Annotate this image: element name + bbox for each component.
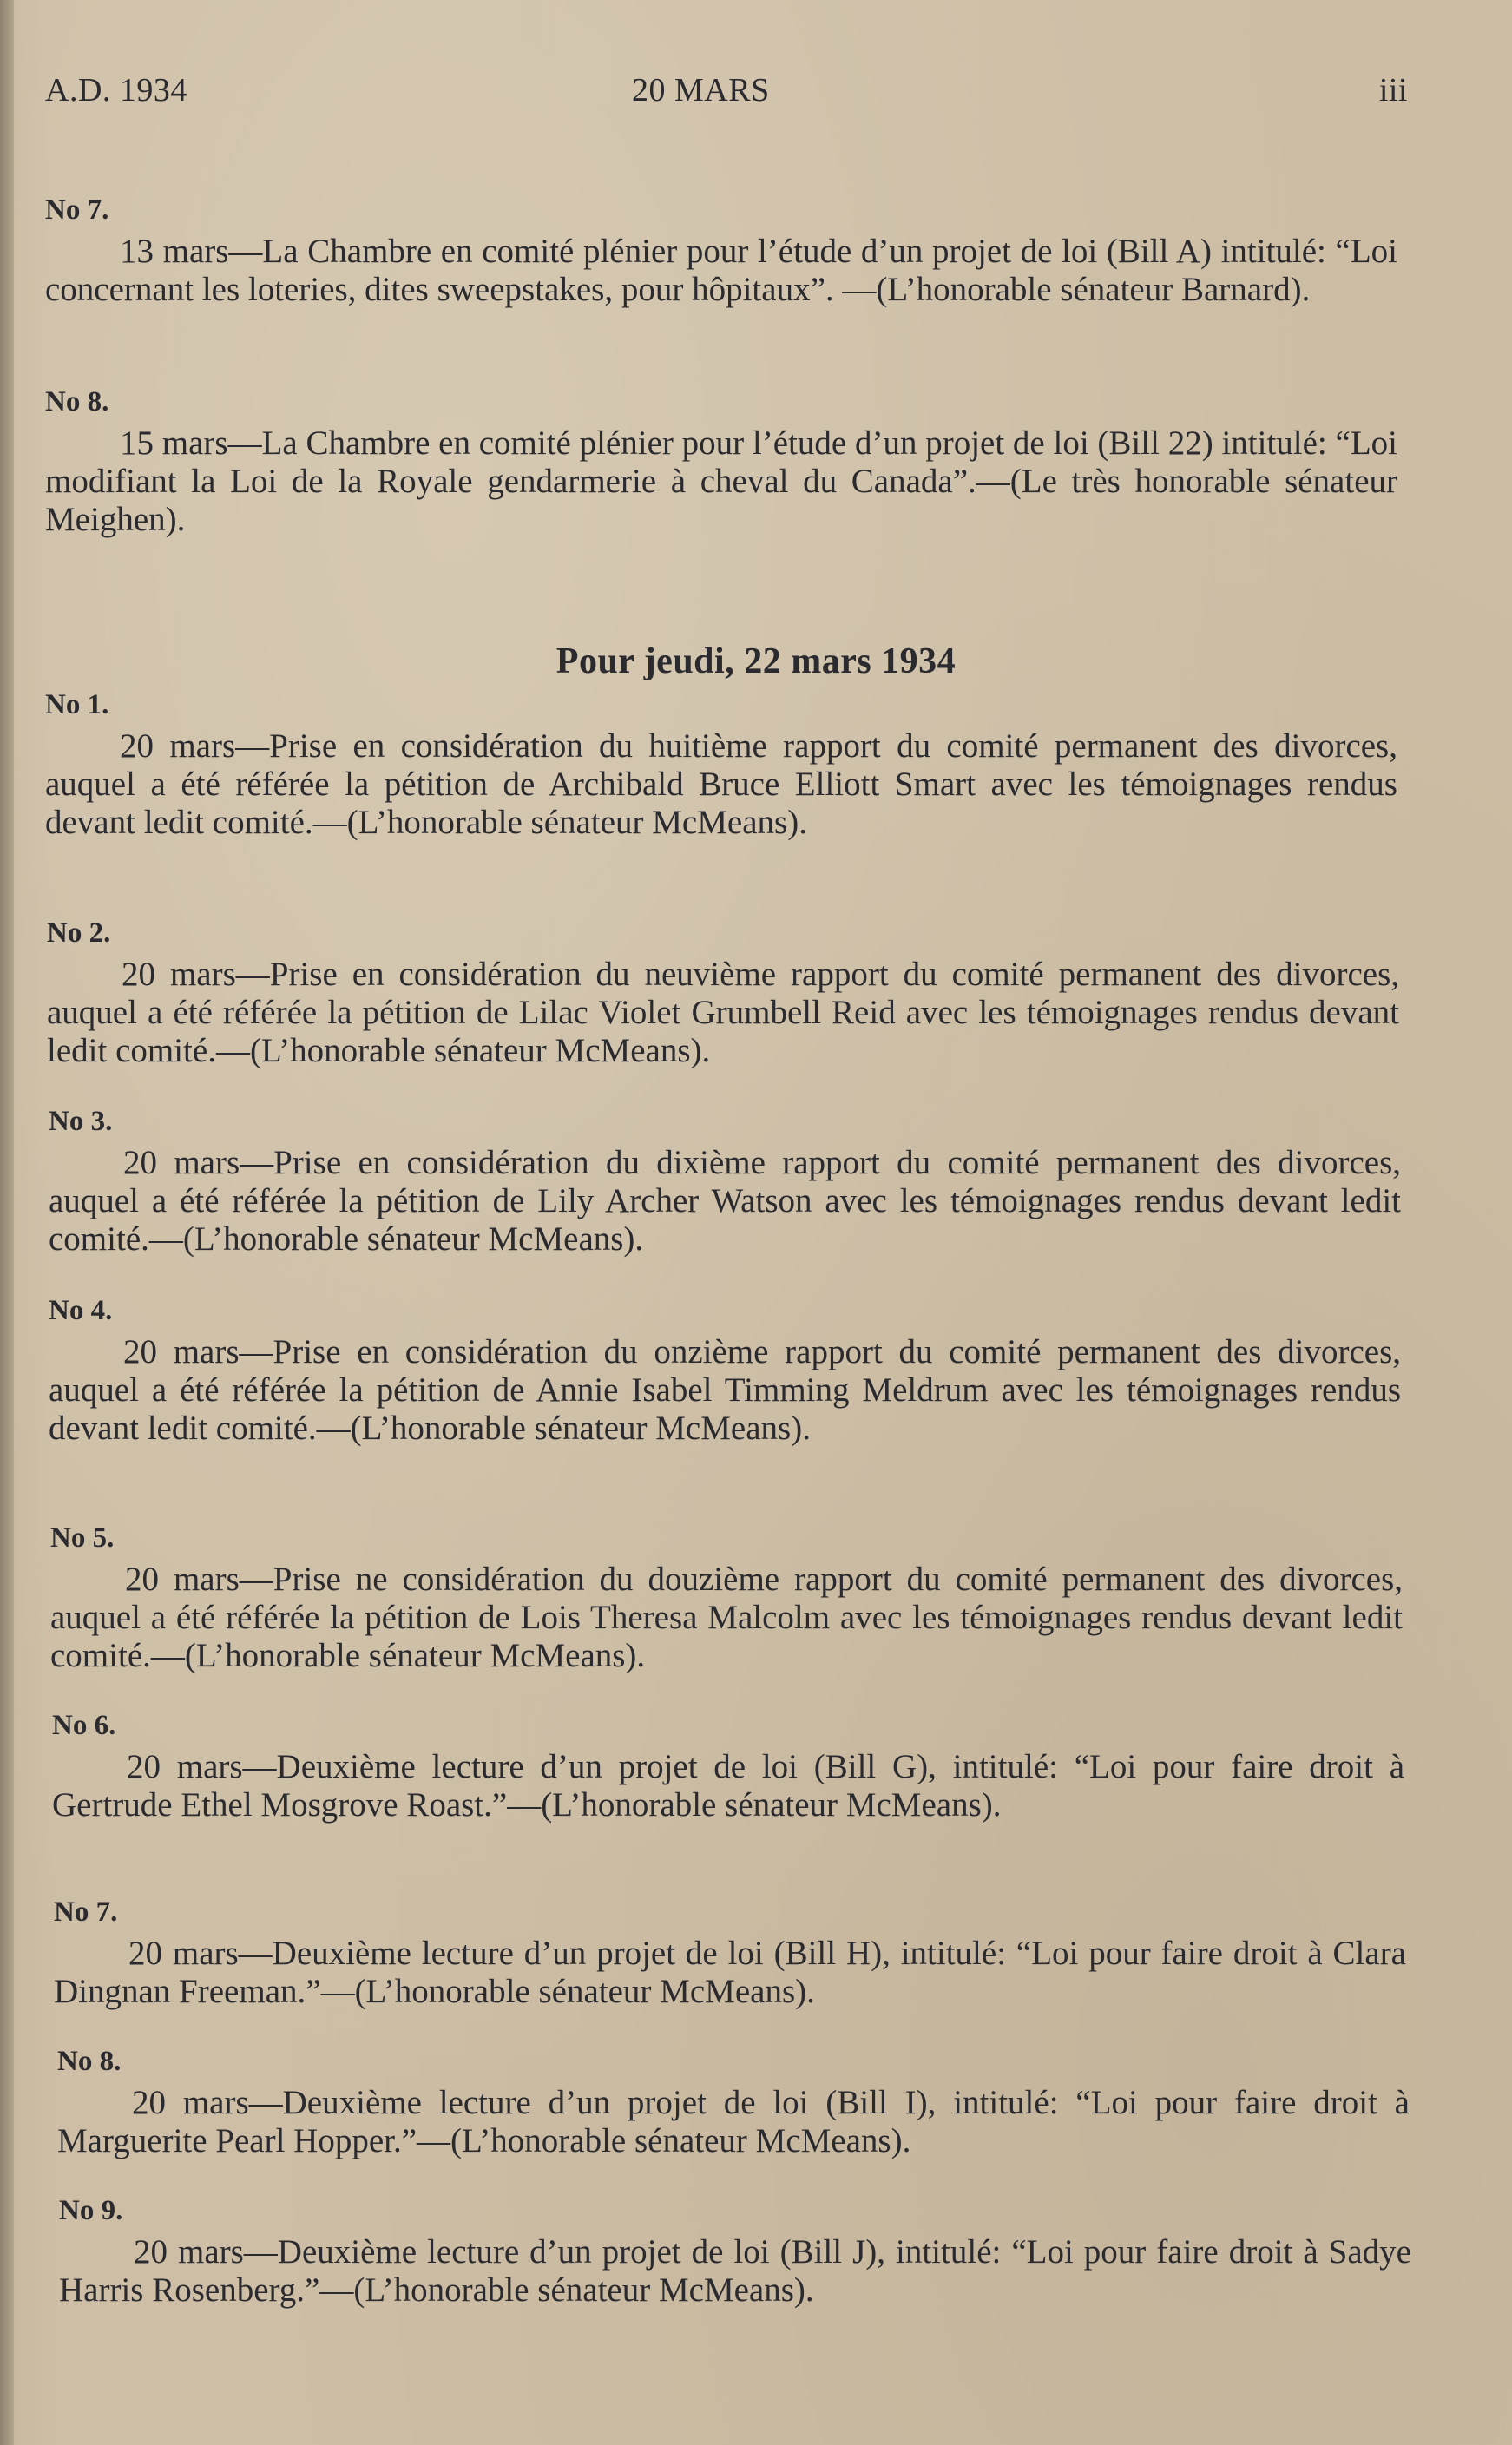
page-header [45, 71, 1408, 115]
entry-number: No 8. [57, 2046, 122, 2077]
order-entry [45, 687, 1397, 842]
entry-text: 20 mars—Prise en considération du neuvième rapport du comité permanent des divorces, auquel a été référée la pétition de Lilac Violet Grumbell Reid avec les témoignages rendus devant ledit comité.—(L’honorable sénateur McMeans). [47, 956, 1399, 1069]
entry-text: 20 mars—Deuxième lecture d’un projet de loi (Bill J), intitulé: “Loi pour faire droit à Sadye Harris Rosenberg.”—(L’honorable sénateur McMeans). [59, 2233, 1411, 2309]
entry-text: 20 mars—Deuxième lecture d’un projet de loi (Bill H), intitulé: “Loi pour faire droit à Clara Dingnan Freeman.”—(L’honorable sénateur McMeans). [54, 1935, 1406, 2010]
entry-number: No 4. [49, 1295, 113, 1326]
entry-text: 13 mars—La Chambre en comité plénier pour l’étude d’un projet de loi (Bill A) intitulé: “Loi concernant les loteries, dites sweepstakes, pour hôpitaux”. —(L’honorable sénateur Barnard). [45, 233, 1397, 308]
entry-text: 20 mars—Prise en considération du onzième rapport du comité permanent des divorces, auquel a été référée la pétition de Annie Isabel Timming Meldrum avec les témoignages rendus devant ledit comité.—(L’honorable sénateur McMeans). [49, 1333, 1401, 1447]
entry-text: 20 mars—Deuxième lecture d’un projet de loi (Bill G), intitulé: “Loi pour faire droit à Gertrude Ethel Mosgrove Roast.”—(L’honorable sénateur McMeans). [52, 1748, 1404, 1824]
entry-number: No 6. [52, 1710, 116, 1741]
order-entry [45, 384, 1397, 539]
order-entry [57, 2044, 1410, 2160]
order-entry [50, 1521, 1403, 1675]
order-entry [47, 916, 1399, 1070]
entry-number: No 2. [47, 917, 111, 949]
section-title: Pour jeudi, 22 mars 1934 [555, 641, 957, 681]
entry-text: 20 mars—Prise en considération du dixième rapport du comité permanent des divorces, auquel a été référée la pétition de Lily Archer Watson avec les témoignages rendus devant ledit comité.—(L’honorable sénateur McMeans). [49, 1144, 1401, 1258]
binding-gutter [0, 0, 14, 2445]
entry-text: 20 mars—Prise en considération du huitième rapport du comité permanent des divorces, auquel a été référée la pétition de Archibald Bruce Elliott Smart avec les témoignages rendus devant ledit comité.—(L’honorable sénateur McMeans). [45, 727, 1397, 841]
entry-number: No 8. [45, 386, 109, 417]
order-entry [49, 1293, 1401, 1448]
entry-number: No 9. [59, 2195, 123, 2226]
order-entry [59, 2193, 1411, 2310]
entry-number: No 7. [45, 194, 109, 226]
entry-number: No 5. [50, 1522, 115, 1554]
entry-number: No 7. [54, 1896, 118, 1928]
order-entry [54, 1895, 1406, 2011]
entry-number: No 1. [45, 689, 109, 720]
entry-text: 20 mars—Deuxième lecture d’un projet de loi (Bill I), intitulé: “Loi pour faire droit à Marguerite Pearl Hopper.”—(L’honorable sénateur McMeans). [57, 2084, 1410, 2159]
header-date: 20 MARS [632, 72, 770, 108]
order-entry [45, 193, 1397, 309]
entry-number: No 3. [49, 1106, 113, 1137]
order-entry [52, 1708, 1404, 1824]
entry-text: 15 mars—La Chambre en comité plénier pour l’étude d’un projet de loi (Bill 22) intitulé: “Loi modifiant la Loi de la Royale gendarmerie à cheval du Canada”.—(Le très honorable sénateur Meighen). [45, 424, 1397, 538]
entry-text: 20 mars—Prise ne considération du douzième rapport du comité permanent des divorces, auquel a été référée la pétition de Lois Theresa Malcolm avec les témoignages rendus devant ledit comité.—(L’honorable sénateur McMeans). [50, 1561, 1403, 1674]
order-entry [49, 1104, 1401, 1259]
header-year: A.D. 1934 [45, 72, 187, 108]
header-page-number: iii [1378, 72, 1408, 108]
